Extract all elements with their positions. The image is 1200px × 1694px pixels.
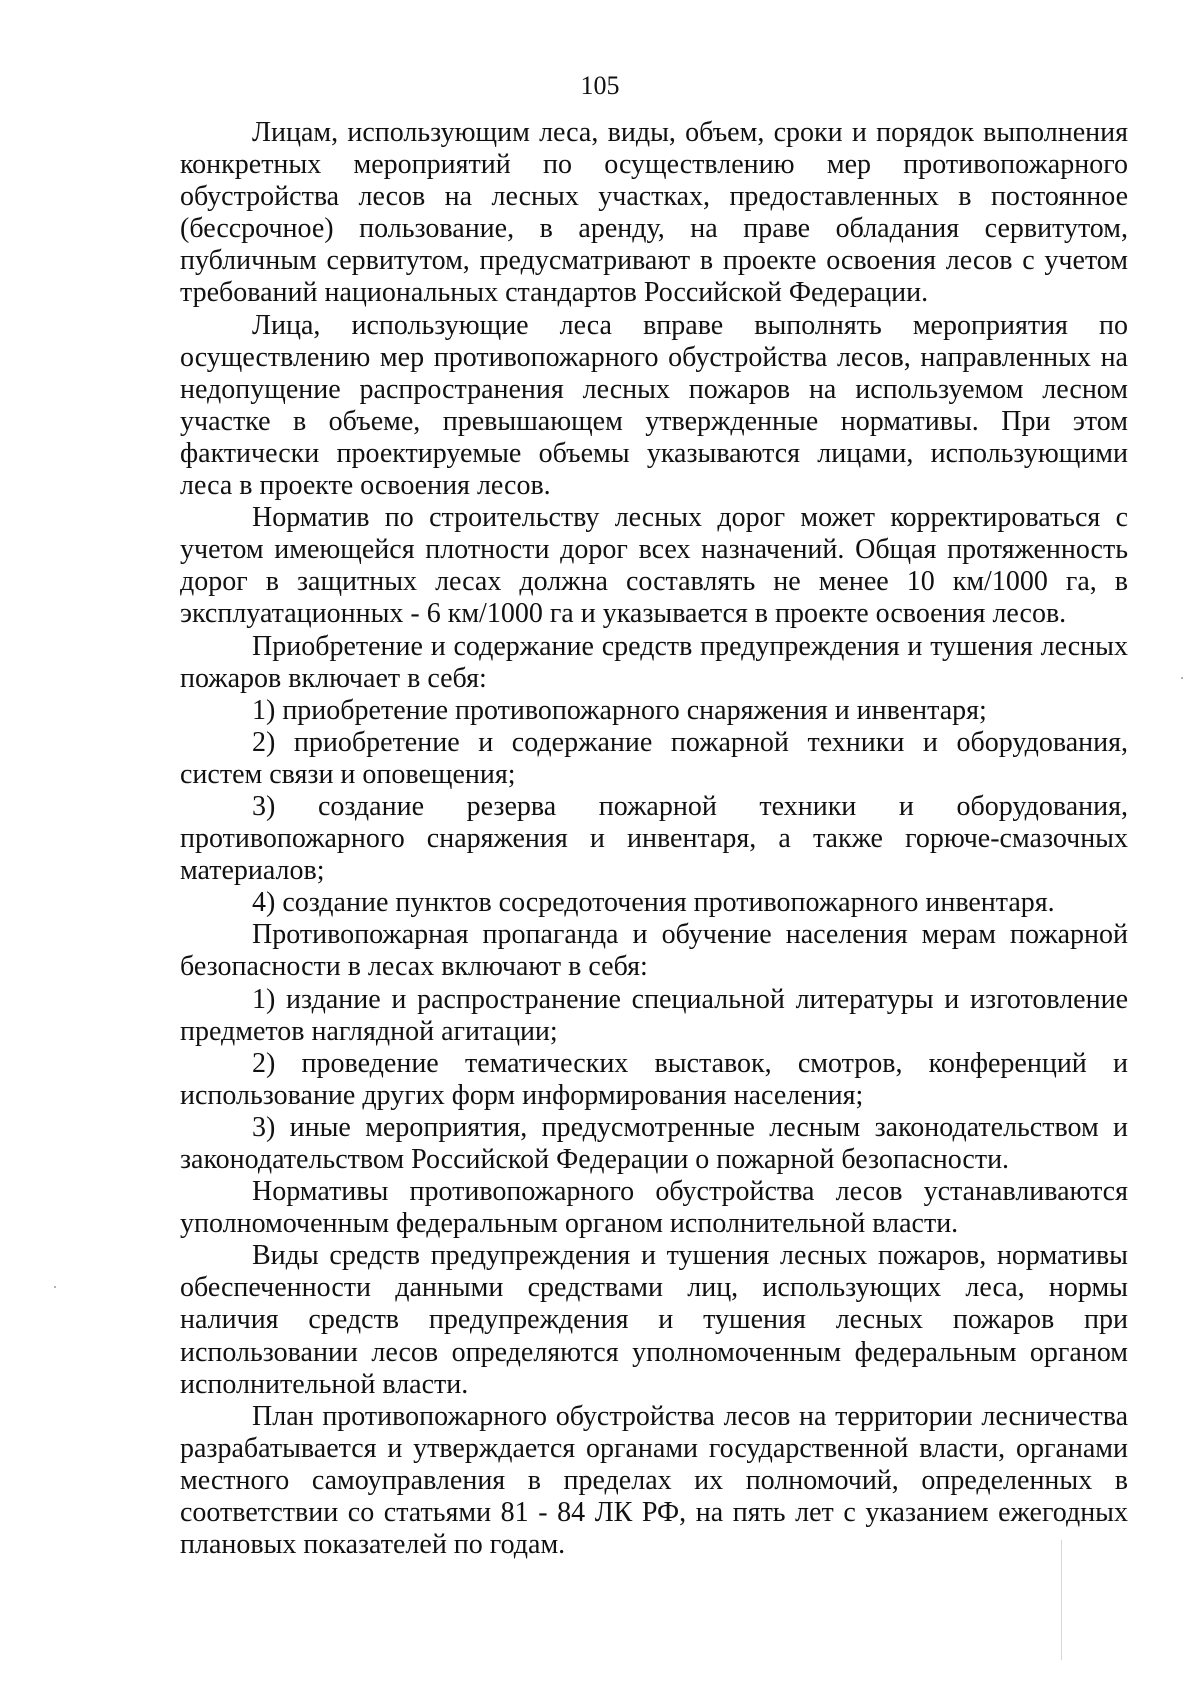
paragraph-fire-plan: План противопожарного обустройства лесов на территории лесничества разрабатывается и утверждается органами государственной власти, органами местного самоуправления в пределах их полномочий, определенных в соответствии со статьями 81 - 84 ЛК РФ, на пять лет с указанием ежегодных плановых показателей по годам. <box>180 1400 1128 1561</box>
paragraph-forest-users-measures: Лицам, использующим леса, виды, объем, сроки и порядок выполнения конкретных мероприятий по осуществлению мер противопожарного обустройства лесов на лесных участках, предоставленных в постоянное (бессрочное) пользование, в аренду, на праве обладания сервитутом, публичным сервитутом, предусматривают в проекте освоения лесов с учетом требований национальных стандартов Российской Федерации. <box>180 117 1128 309</box>
list-item-propaganda-2: 2) проведение тематических выставок, смотров, конференций и использование других форм информирования населения; <box>180 1047 1128 1111</box>
list-item-equipment-2: 2) приобретение и содержание пожарной техники и оборудования, систем связи и оповещения; <box>180 726 1128 790</box>
paragraph-forest-users-rights: Лица, использующие леса вправе выполнять мероприятия по осуществлению мер противопожарного обустройства лесов, направленных на недопущение распространения лесных пожаров на используемом лесном участке в объеме, превышающем утвержденные нормативы. При этом фактически проектируемые объемы указываются лицами, использующими леса в проекте освоения лесов. <box>180 309 1128 502</box>
list-item-propaganda-3: 3) иные мероприятия, предусмотренные лесным законодательством и законодательством Российской Федерации о пожарной безопасности. <box>180 1111 1128 1175</box>
scan-edge-line <box>1061 1540 1062 1660</box>
body-text <box>180 117 1128 1561</box>
paragraph-fire-means-types: Виды средств предупреждения и тушения лесных пожаров, нормативы обеспеченности данными средствами лиц, использующих леса, нормы наличия средств предупреждения и тушения лесных пожаров при использовании лесов определяются уполномоченным федеральным органом исполнительной власти. <box>180 1240 1128 1400</box>
list-item-propaganda-1: 1) издание и распространение специальной литературы и изготовление предметов наглядной агитации; <box>180 983 1128 1047</box>
list-item-equipment-1: 1) приобретение противопожарного снаряжения и инвентаря; <box>252 694 987 726</box>
paragraph-fire-propaganda-intro: Противопожарная пропаганда и обучение населения мерам пожарной безопасности в лесах включают в себя: <box>180 919 1128 983</box>
list-item-equipment-3: 3) создание резерва пожарной техники и оборудования, противопожарного снаряжения и инвентаря, а также горюче-смазочных материалов; <box>180 790 1128 887</box>
list-item-equipment-4: 4) создание пунктов сосредоточения противопожарного инвентаря. <box>252 887 1055 919</box>
scan-speck <box>1181 677 1183 679</box>
paragraph-fire-norms: Нормативы противопожарного обустройства лесов устанавливаются уполномоченным федеральным органом исполнительной власти. <box>180 1176 1128 1240</box>
paragraph-forest-roads-norm: Норматив по строительству лесных дорог может корректироваться с учетом имеющейся плотности дорог всех назначений. Общая протяженность дорог в защитных лесах должна составлять не менее 10 км/1000 га, в эксплуатационных - 6 км/1000 га и указывается в проекте освоения лесов. <box>180 502 1128 630</box>
paragraph-fire-equipment-intro: Приобретение и содержание средств предупреждения и тушения лесных пожаров включает в себя: <box>180 630 1128 694</box>
scan-speck <box>54 1286 56 1288</box>
page-number: 105 <box>580 71 620 100</box>
